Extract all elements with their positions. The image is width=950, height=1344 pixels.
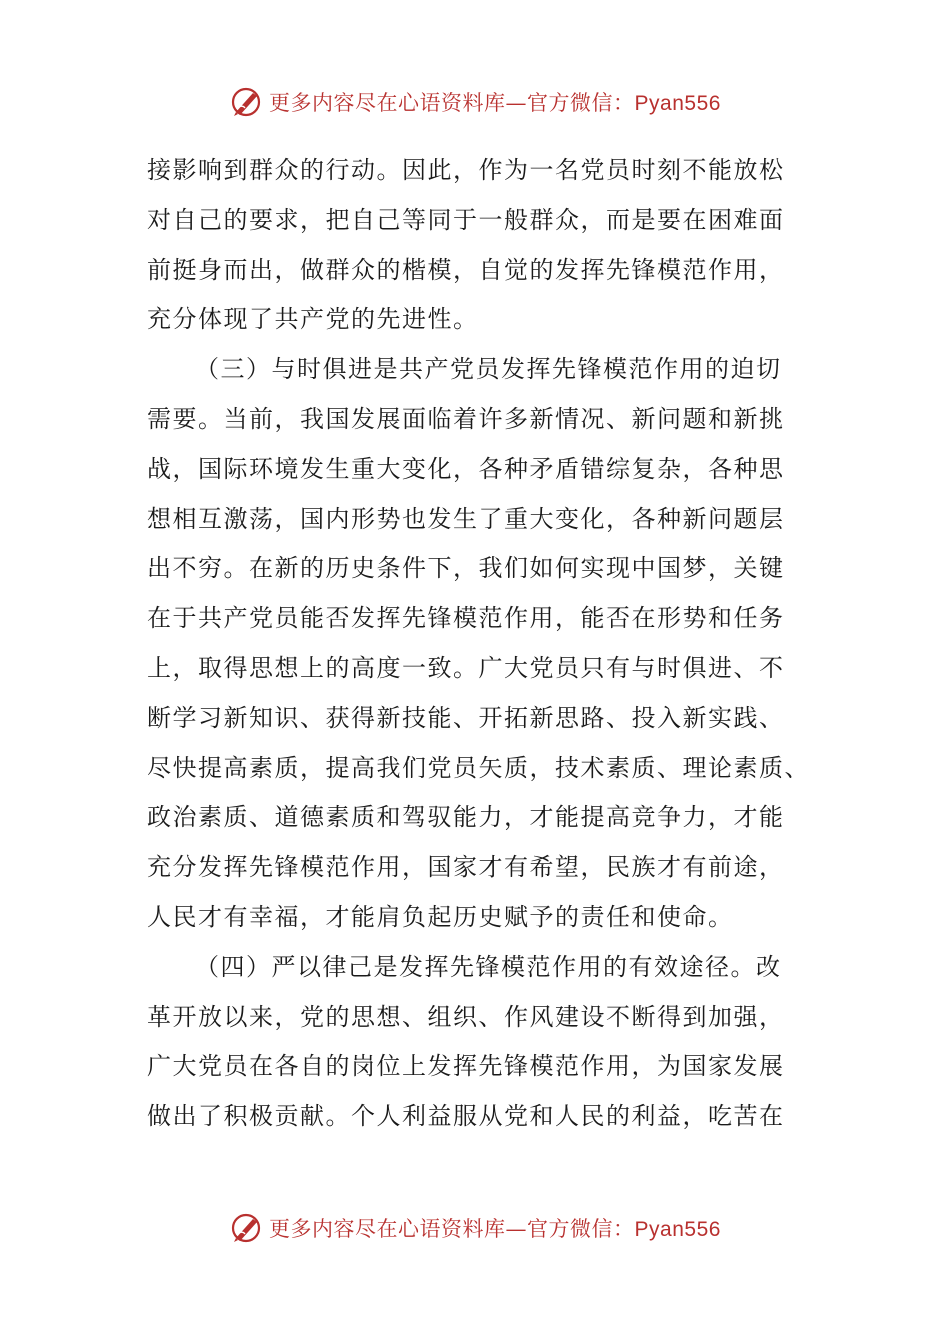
text-line: 接影响到群众的行动。因此，作为一名党员时刻不能放松 [147, 156, 785, 184]
text-line: 对自己的要求，把自己等同于一般群众，而是要在困难面 [147, 205, 785, 234]
pen-circle-logo-icon [229, 1211, 263, 1245]
text-line: 上，取得思想上的高度一致。广大党员只有与时俱进、不 [147, 653, 785, 682]
pen-circle-logo-icon [229, 85, 263, 119]
banner-label: 更多内容尽在心语资料库—官方微信： [269, 91, 635, 115]
text-line: 断学习新知识、获得新技能、开拓新思路、投入新实践、 [147, 703, 785, 732]
text-line: 充分体现了共产党的先进性。 [147, 305, 479, 334]
text-line: 做出了积极贡献。个人利益服从党和人民的利益，吃苦在 [147, 1102, 785, 1131]
text-line: 革开放以来，党的思想、组织、作风建设不断得到加强， [147, 1002, 785, 1031]
footer-banner [0, 1208, 950, 1248]
text-line: 想相互激荡，国内形势也发生了重大变化，各种新问题层 [147, 504, 785, 533]
text-line: （四）严以律己是发挥先锋模范作用的有效途径。改 [195, 952, 782, 981]
wechat-id: Pyan556 [634, 1218, 721, 1241]
text-line: 前挺身而出，做群众的楷模，自觉的发挥先锋模范作用， [147, 255, 785, 284]
header-banner [0, 82, 950, 122]
text-line: 在于共产党员能否发挥先锋模范作用，能否在形势和任务 [147, 604, 785, 633]
text-line: 战，国际环境发生重大变化，各种矛盾错综复杂，各种思 [147, 454, 785, 483]
text-line: （三）与时俱进是共产党员发挥先锋模范作用的迫切 [195, 355, 782, 384]
banner-text [269, 87, 721, 117]
document-body [147, 146, 810, 1142]
text-line: 尽快提高素质，提高我们党员矢质，技术素质、理论素质、 [147, 753, 810, 782]
text-line: 广大党员在各自的岗位上发挥先锋模范作用，为国家发展 [147, 1052, 785, 1081]
banner-label: 更多内容尽在心语资料库—官方微信： [269, 1217, 635, 1241]
wechat-id: Pyan556 [634, 92, 721, 115]
text-line: 人民才有幸福，才能肩负起历史赋予的责任和使命。 [147, 902, 734, 931]
text-line: 出不穷。在新的历史条件下，我们如何实现中国梦，关键 [147, 554, 785, 583]
banner-text [269, 1213, 721, 1243]
text-line: 政治素质、道德素质和驾驭能力，才能提高竞争力，才能 [147, 803, 785, 832]
text-line: 充分发挥先锋模范作用，国家才有希望，民族才有前途， [147, 853, 785, 882]
text-line: 需要。当前，我国发展面临着许多新情况、新问题和新挑 [147, 404, 785, 433]
